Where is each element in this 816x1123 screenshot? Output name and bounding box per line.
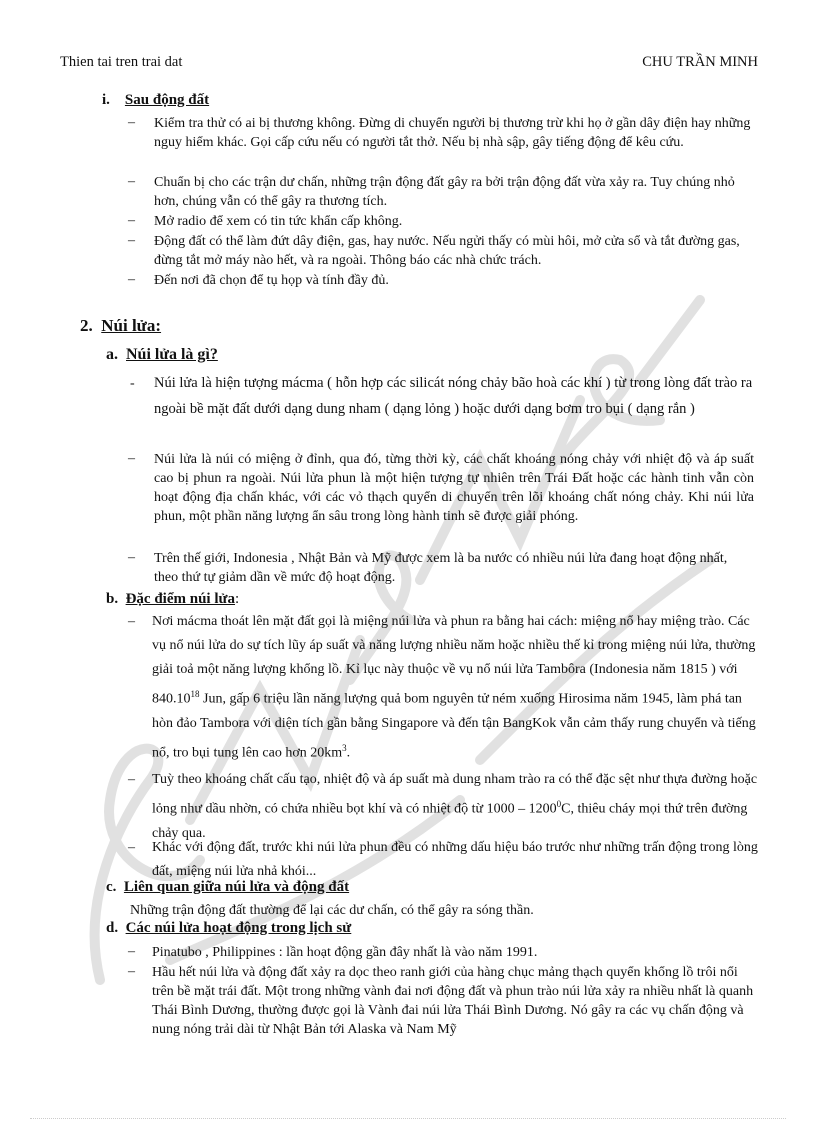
list-item: Kiểm tra thử có ai bị thương không. Đừng di chuyển người bị thương trừ khi họ ở gần dây điện hay những nguy hiểm khác. Gọi cấp cứu nếu có người tắt thở. Nếu bị nhà sập, gây tiếng động để kêu cứu. [154, 116, 751, 150]
bullet-dash: - [130, 376, 135, 391]
bullet-dash: – [128, 772, 135, 787]
list-item [152, 610, 760, 765]
list-item: Núi lửa là núi có miệng ở đỉnh, qua đó, từng thời kỳ, các chất khoáng nóng chảy với nhiệt độ và áp suất cao bị phun ra ngoài. Núi lửa phun là một hiện tượng tự nhiên trên Trái Đất hoặc các hành tinh vẫn còn hoạt động địa chấn khác, với các vỏ thạch quyển di chuyển trên lõi khoáng chất nóng chảy. Khi núi lửa phun, một phần năng lượng ẩn sâu trong lòng hành tinh sẽ được giải phóng. [154, 452, 754, 524]
bullet-dash: – [128, 944, 135, 959]
section-title: Núi lửa: [101, 316, 162, 335]
section-number: 2. [80, 316, 93, 335]
section-number: i. [102, 92, 110, 108]
text-part: C, thiêu cháy mọi thứ trên đường chảy qua. [152, 801, 748, 841]
section-number: c. [106, 879, 117, 895]
list-item: Trên thế giới, Indonesia , Nhật Bản và Mỹ được xem là ba nước có nhiều núi lửa đang hoạt động nhất, theo thứ tự giảm dần về mức độ hoạt động. [154, 551, 728, 585]
section-2-heading [80, 316, 161, 336]
section-number: d. [106, 920, 119, 936]
header-author: CHU TRẦN MINH [642, 54, 758, 70]
section-title: Núi lửa là gì? [126, 346, 218, 363]
page-bottom-divider [30, 1118, 786, 1119]
bullet-dash: – [128, 964, 135, 979]
bullet-dash: – [128, 840, 135, 855]
bullet-dash: – [128, 451, 135, 466]
text-part: . [346, 745, 351, 761]
text-part: Jun, gấp 6 triệu lần năng lượng quả bom nguyên tử ném xuống Hirosima năm 1945, làm phá tan hòn đảo Tambora với diện tích gần bằng Singapore và đến tận BangKok vẫn cảm thấy rung chuyển và tiếng nổ, tro bụi tung lên cao hơn 20km [152, 691, 756, 761]
section-b-heading [106, 591, 239, 608]
section-title: Đặc điểm núi lửa [125, 591, 236, 607]
list-item: Đến nơi đã chọn để tụ họp và tính đầy đủ. [154, 273, 389, 288]
bullet-dash: – [128, 174, 135, 189]
bullet-dash: – [128, 233, 135, 248]
text-part: Tuỳ theo khoáng chất cấu tạo, nhiệt độ và áp suất mà dung nham trào ra có thể đặc sệt như thựa đường hoặc lỏng như dầu nhờn, có chứa nhiều bọt khí và có nhiệt độ từ 1000 – 1200 [152, 772, 758, 817]
section-d-heading [106, 920, 351, 937]
section-title: Liên quan giữa núi lửa và động đất [123, 879, 350, 895]
header-title: Thien tai tren trai dat [60, 54, 183, 70]
bullet-dash: – [128, 550, 135, 565]
list-item: Động đất có thể làm đứt dây điện, gas, hay nước. Nếu ngửi thấy có mùi hôi, mở cửa sổ và tắt đường gas, đừng tắt mở máy nào hết, và ra ngoài. Thông báo các nhà chức trách. [154, 234, 740, 268]
section-number: b. [106, 591, 119, 607]
section-c-heading [106, 879, 349, 896]
section-title: Sau động đất [124, 92, 210, 108]
bullet-dash: – [128, 115, 135, 130]
bullet-dash: – [128, 272, 135, 287]
bullet-dash: – [128, 614, 135, 629]
section-number: a. [106, 346, 118, 363]
text-part: Nơi mácma thoát lên mặt đất gọi là miệng núi lửa và phun ra bằng hai cách: miệng nổ hay miệng trào. Các vụ nổ núi lửa do sự tích lũy áp suất và năng lượng nhiều năm hoặc nhiều thế kỉ trong miệng núi lửa, thường giải toả một năng lượng khổng lồ. Kỉ lục này thuộc về vụ nổ núi lửa Tambôra (Indonesia năm 1815 ) với 840.10 [152, 614, 756, 707]
section-i-heading [102, 92, 209, 109]
bullet-dash: – [128, 213, 135, 228]
section-title: Các núi lửa hoạt động trong lịch sử [125, 920, 352, 936]
list-item: Khác với động đất, trước khi núi lửa phun đều có những dấu hiệu báo trước như những trấn động trong lòng đất, miệng núi lửa nhả khói... [152, 840, 758, 879]
list-item [152, 768, 760, 846]
list-item: Pinatubo , Philippines : lần hoạt động gần đây nhất là vào năm 1991. [152, 945, 538, 960]
list-item: Hầu hết núi lửa và động đất xảy ra dọc theo ranh giới của hàng chục mảng thạch quyển khổng lồ trôi nổi trên bề mặt trái đất. Một trong những vành đai nơi động đất và phun trào núi lửa xảy ra nhiều nhất là quanh Thái Bình Dương, thường được gọi là Vành đai núi lửa Thái Bình Dương. Nó gây ra các vụ chấn động và nung nóng trải dài từ Nhật Bản tới Alaska và Nam Mỹ [152, 965, 754, 1037]
list-item: Mở radio để xem có tin tức khẩn cấp không. [154, 214, 403, 229]
superscript: 0 [556, 799, 562, 809]
section-colon: : [235, 591, 240, 607]
superscript: 3 [342, 742, 347, 753]
superscript: 18 [190, 689, 200, 699]
list-item: Chuẩn bị cho các trận dư chấn, những trận động đất gây ra bởi trận động đất vừa xảy ra. Tuy chúng nhỏ hơn, chúng vẫn có thể gây ra thương tích. [154, 175, 735, 209]
list-item: Núi lửa là hiện tượng mácma ( hỗn hợp các silicát nóng chảy bão hoà các khí ) từ trong lòng đất trào ra ngoài bề mặt đất dưới dạng dung nham ( dạng lỏng ) hoặc dưới dạng bơm tro bụi ( dạng rắn ) [154, 375, 753, 417]
section-a-heading [106, 346, 218, 364]
paragraph: Những trận động đất thường để lại các dư chấn, có thể gây ra sóng thần. [130, 903, 534, 918]
